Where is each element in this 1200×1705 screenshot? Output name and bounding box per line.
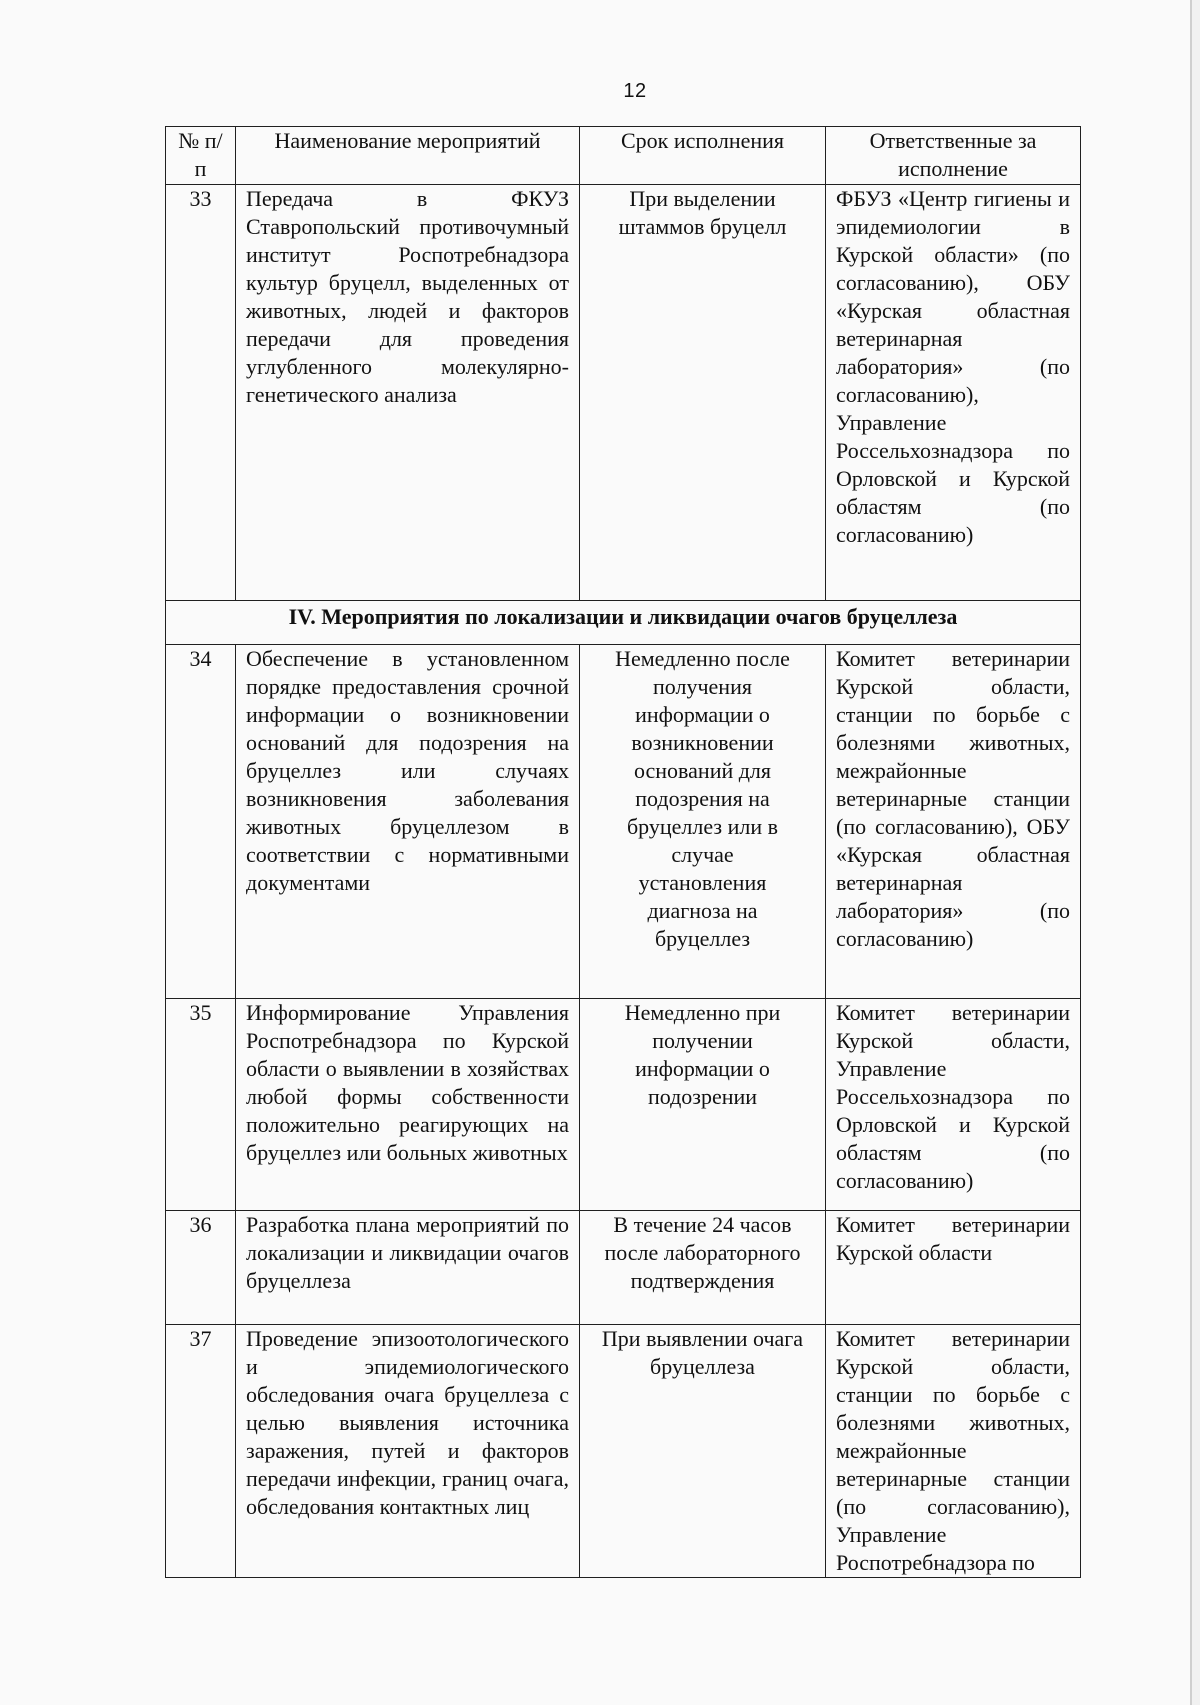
row-num: 36 xyxy=(166,1211,236,1325)
row-responsible: Комитет ветеринарии Курской области, Управление Россельхознадзора по Орловской и Курской областям (по согласованию) xyxy=(826,999,1081,1211)
row-name: Разработка плана мероприятий по локализации и ликвидации очагов бруцеллеза xyxy=(236,1211,580,1325)
measures-table xyxy=(165,126,1081,1578)
table-row xyxy=(166,1325,1081,1578)
row-num: 35 xyxy=(166,999,236,1211)
table-row xyxy=(166,645,1081,999)
row-responsible: Комитет ветеринарии Курской области xyxy=(826,1211,1081,1325)
row-term: При выделении штаммов бруцелл xyxy=(580,185,826,601)
row-name: Информирование Управления Роспотребнадзора по Курской области о выявлении в хозяйствах любой формы собственности положительно реагирующих на бруцеллез или больных животных xyxy=(236,999,580,1211)
page-number: 12 xyxy=(623,80,647,102)
row-name: Передача в ФКУЗ Ставропольский противочумный институт Роспотребнадзора культур бруцелл, выделенных от животных, людей и факторов передачи для проведения углубленного молекулярно-генетического анализа xyxy=(236,185,580,601)
header-term: Срок исполнения xyxy=(580,127,826,185)
section-title: IV. Мероприятия по локализации и ликвидации очагов бруцеллеза xyxy=(166,601,1081,645)
row-name: Проведение эпизоотологического и эпидемиологического обследования очага бруцеллеза с целью выявления источника заражения, путей и факторов передачи инфекции, границ очага, обследования контактных лиц xyxy=(236,1325,580,1578)
row-num: 37 xyxy=(166,1325,236,1578)
row-responsible: Комитет ветеринарии Курской области, станции по борьбе с болезнями животных, межрайонные ветеринарные станции (по согласованию), ОБУ «Курская областная ветеринарная лаборатория» (по согласованию) xyxy=(826,645,1081,999)
row-term: Немедленно после получения информации о возникновении оснований для подозрения на бруцеллез или в случае установления диагноза на бруцеллез xyxy=(580,645,826,999)
row-name: Обеспечение в установленном порядке предоставления срочной информации о возникновении оснований для подозрения на бруцеллез или случаях возникновения заболевания животных бруцеллезом в соответствии с нормативными документами xyxy=(236,645,580,999)
row-term: В течение 24 часов после лабораторного подтверждения xyxy=(580,1211,826,1325)
table-row xyxy=(166,185,1081,601)
row-num: 34 xyxy=(166,645,236,999)
row-responsible: Комитет ветеринарии Курской области, станции по борьбе с болезнями животных, межрайонные ветеринарные станции (по согласованию), Управление Роспотребнадзора по xyxy=(826,1325,1081,1578)
table-row xyxy=(166,999,1081,1211)
row-term: При выявлении очага бруцеллеза xyxy=(580,1325,826,1578)
header-responsible: Ответственные за исполнение xyxy=(826,127,1081,185)
section-heading-row xyxy=(166,601,1081,645)
table-row xyxy=(166,1211,1081,1325)
header-name: Наименование мероприятий xyxy=(236,127,580,185)
row-term: Немедленно при получении информации о подозрении xyxy=(580,999,826,1211)
row-num: 33 xyxy=(166,185,236,601)
table-header-row xyxy=(166,127,1081,185)
row-responsible: ФБУЗ «Центр гигиены и эпидемиологии в Курской области» (по согласованию), ОБУ «Курская областная ветеринарная лаборатория» (по согласованию), Управление Россельхознадзора по Орловской и Курской областям (по согласованию) xyxy=(826,185,1081,601)
header-num: № п/п xyxy=(166,127,236,185)
